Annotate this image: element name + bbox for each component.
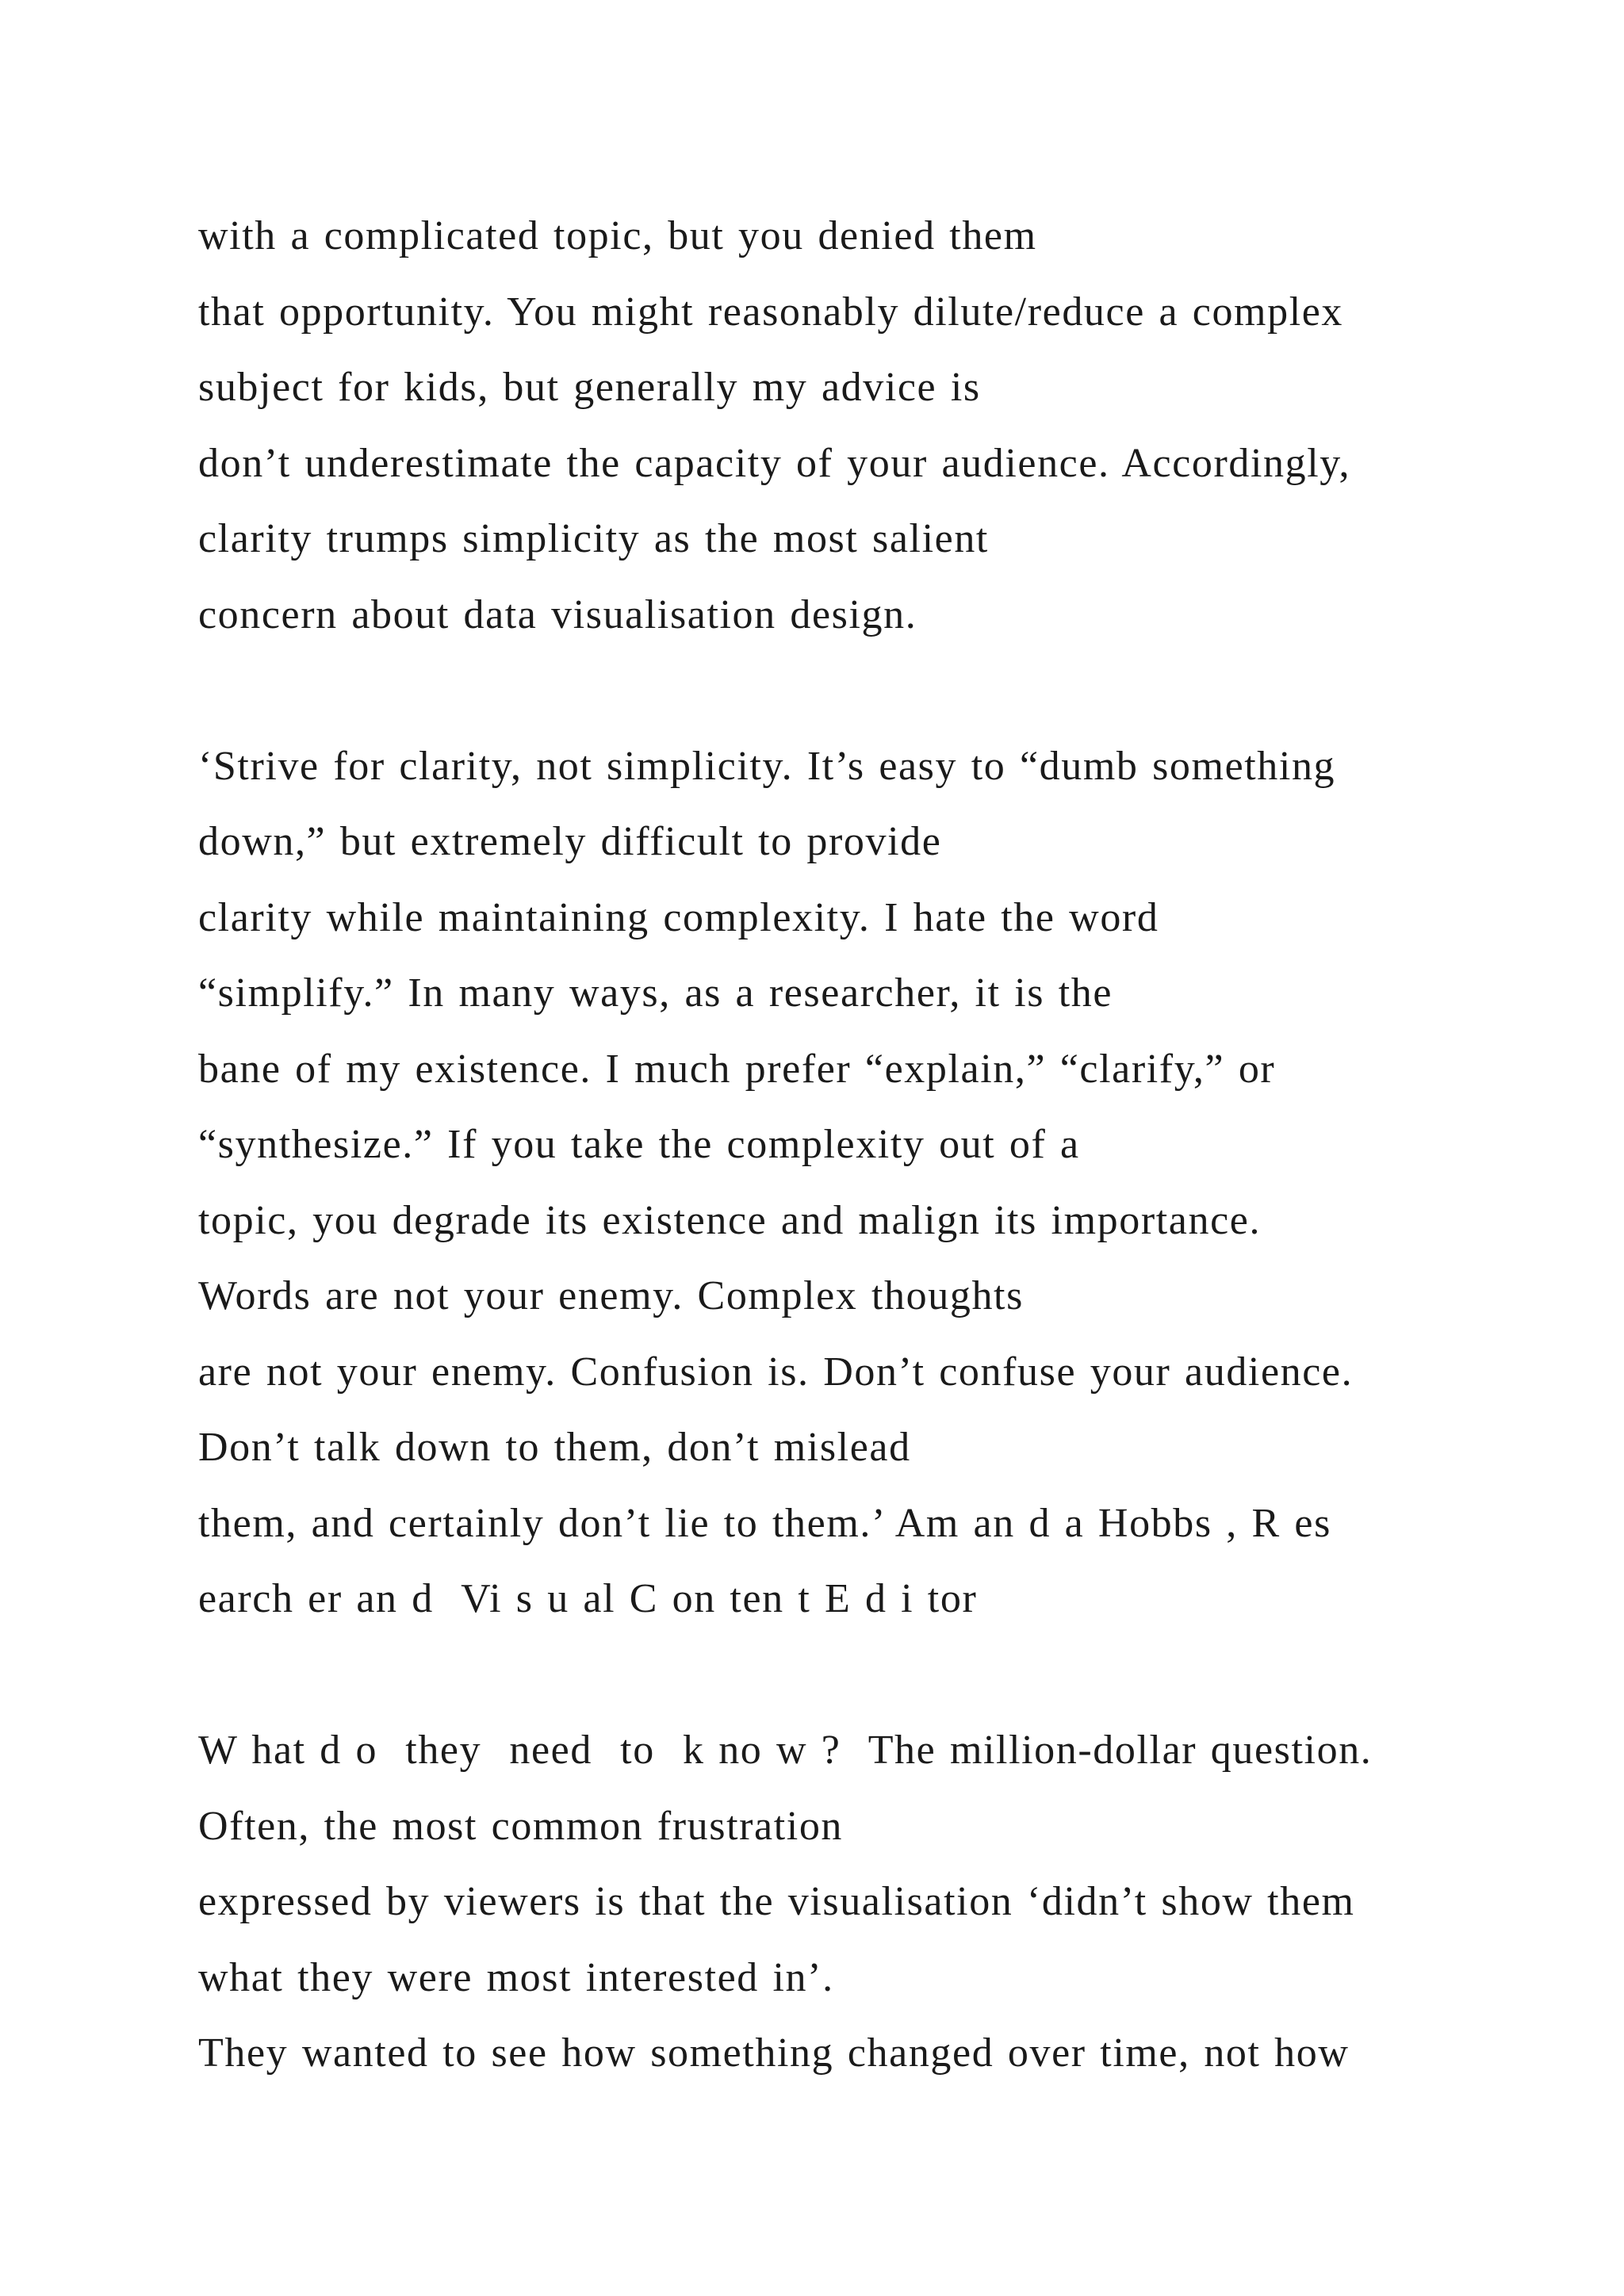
text-line: down,” but extremely difficult to provide [198,819,942,864]
text-line: They wanted to see how something changed over time, not how [198,2030,1350,2076]
text-line: concern about data visualisation design. [198,591,917,637]
text-line: clarity while maintaining complexity. I hate the word [198,894,1159,940]
text-line: don’t underestimate the capacity of your audience. Accordingly, [198,440,1351,486]
text-line: bane of my existence. I much prefer “explain,” “clarify,” or [198,1046,1276,1092]
text-line: subject for kids, but generally my advice is [198,365,981,410]
text-line: Don’t talk down to them, don’t mislead [198,1425,911,1470]
text-line: are not your enemy. Confusion is. Don’t confuse your audience. [198,1349,1354,1395]
text-line: them, and certainly don’t lie to them.’ Am an d a Hobbs , R es [198,1500,1331,1546]
text-line: “simplify.” In many ways, as a researcher, it is the [198,970,1113,1016]
text-line: W hat d o they need to k no w ? The million-dollar question. [198,1728,1373,1773]
text-line: with a complicated topic, but you denied them [198,213,1037,258]
document-body [198,198,1546,2091]
text-line: Often, the most common frustration [198,1803,844,1849]
text-line: what they were most interested in’. [198,1954,834,2000]
text-line: ‘Strive for clarity, not simplicity. It’s easy to “dumb something [198,743,1336,789]
blank-line [198,1637,1546,1713]
text-line: topic, you degrade its existence and malign its importance. [198,1197,1262,1243]
text-line: that opportunity. You might reasonably dilute/reduce a complex [198,289,1344,335]
text-line: clarity trumps simplicity as the most salient [198,516,989,561]
text-line: “synthesize.” If you take the complexity out of a [198,1122,1080,1167]
text-line: Words are not your enemy. Complex thoughts [198,1273,1024,1318]
text-line: earch er an d Vi s u al C on ten t E d i tor [198,1576,978,1621]
text-line: expressed by viewers is that the visualisation ‘didn’t show them [198,1879,1355,1924]
blank-line [198,652,1546,729]
